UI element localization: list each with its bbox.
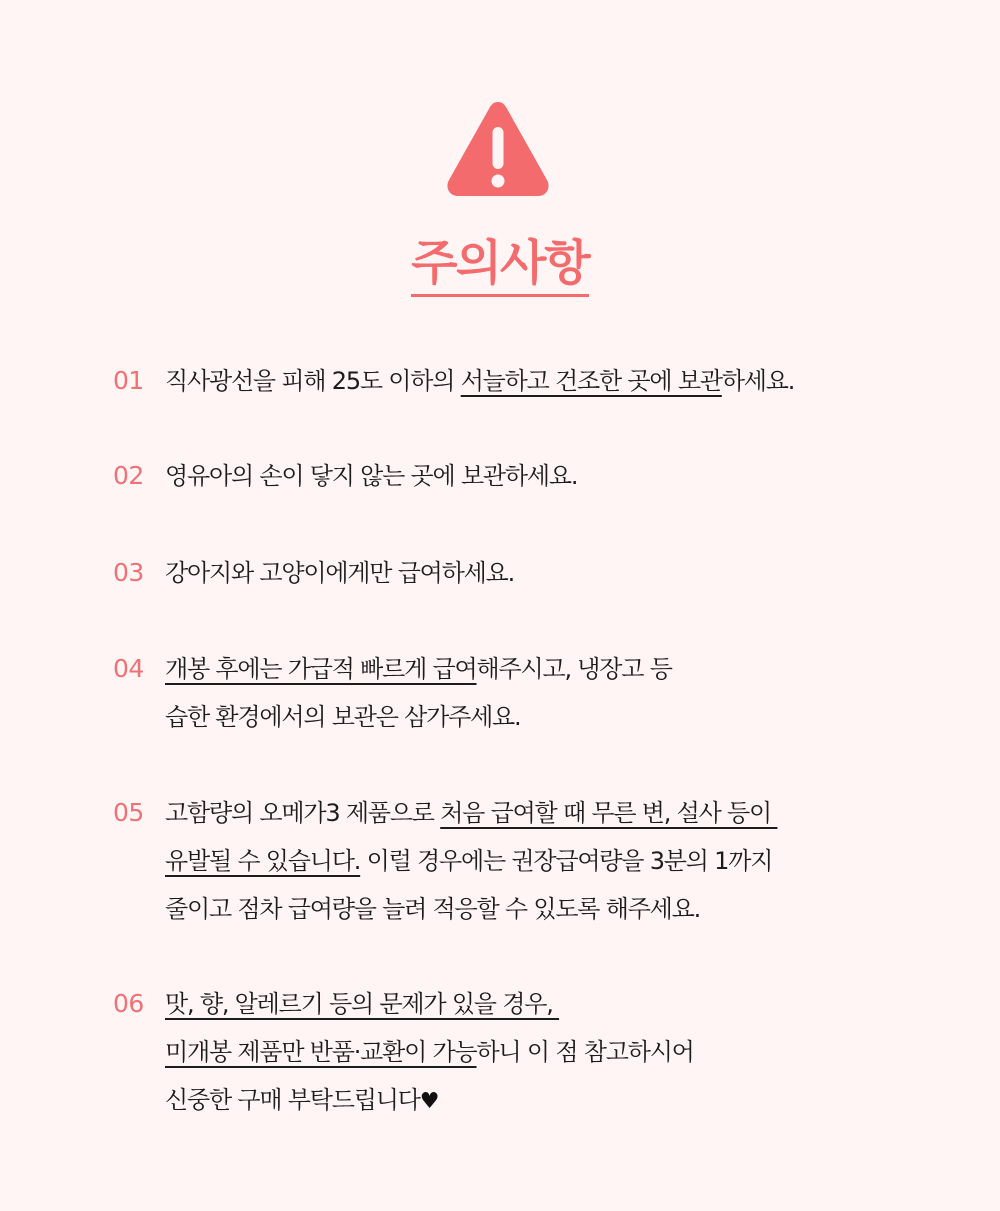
item-line [165, 837, 965, 885]
item-text [165, 549, 965, 597]
item-text [165, 789, 965, 933]
item-number: 05 [113, 798, 144, 827]
text-plain: 줄이고 점차 급여량을 늘려 적응할 수 있도록 해주세요. [165, 895, 701, 923]
item-line [165, 357, 965, 405]
heart-icon: ♥ [419, 1089, 439, 1114]
text-plain: 영유아의 손이 닿지 않는 곳에 보관하세요. [165, 462, 578, 490]
item-text [165, 357, 965, 405]
item-number: 04 [113, 654, 144, 683]
item-line [165, 1028, 965, 1076]
item-text [165, 980, 965, 1124]
item-line [165, 885, 965, 933]
text-plain: 하니 이 점 참고하시어 [476, 1038, 694, 1066]
text-plain: 직사광선을 피해 25도 이하의 [165, 367, 461, 395]
text-plain: 이럴 경우에는 권장급여량을 3분의 1까지 [360, 847, 773, 875]
text-plain: 해주시고, 냉장고 등 [476, 655, 672, 683]
page-title [0, 232, 1000, 297]
page-title-text: 주의사항 [411, 232, 588, 297]
text-plain: 습한 환경에서의 보관은 삼가주세요. [165, 703, 521, 731]
text-plain: 고함량의 오메가3 제품으로 [165, 799, 441, 827]
text-plain: 하세요. [721, 367, 795, 395]
text-underlined: 유발될 수 있습니다. [165, 847, 361, 875]
item-number: 03 [113, 558, 144, 587]
text-underlined: 서늘하고 건조한 곳에 보관 [460, 367, 722, 395]
item-line [165, 693, 965, 741]
text-underlined: 미개봉 제품만 반품·교환이 가능 [165, 1038, 477, 1066]
item-line [165, 789, 965, 837]
item-line [165, 549, 965, 597]
item-line [165, 645, 965, 693]
item-line [165, 452, 965, 500]
item-number: 06 [113, 989, 144, 1018]
item-line [165, 1076, 965, 1124]
item-text [165, 645, 965, 741]
item-number: 02 [113, 461, 144, 490]
item-text [165, 452, 965, 500]
item-number: 01 [113, 366, 144, 395]
text-underlined: 처음 급여할 때 무른 변, 설사 등이 [440, 799, 778, 827]
text-plain: 신중한 구매 부탁드립니다 [165, 1086, 420, 1114]
warning-triangle-icon [443, 96, 553, 200]
item-line [165, 980, 965, 1028]
text-plain: 강아지와 고양이에게만 급여하세요. [165, 559, 515, 587]
text-underlined: 맛, 향, 알레르기 등의 문제가 있을 경우, [165, 990, 560, 1018]
text-underlined: 개봉 후에는 가급적 빠르게 급여 [165, 655, 477, 683]
